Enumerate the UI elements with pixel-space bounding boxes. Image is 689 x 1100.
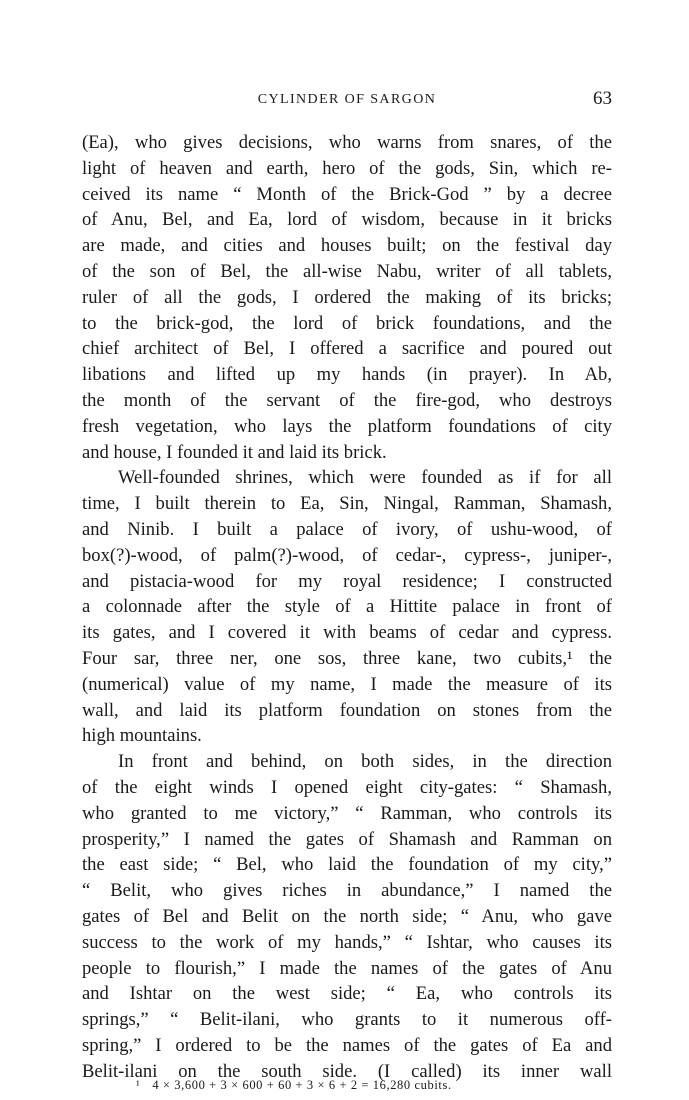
text-line: (numerical) value of my name, I made the measure of its — [82, 673, 612, 695]
text-line: the month of the servant of the fire-god, who destroys — [82, 389, 612, 411]
footnote-marker: ¹ — [136, 1078, 141, 1092]
text-line: chief architect of Bel, I offered a sacrifice and poured out — [82, 338, 612, 360]
running-head — [82, 88, 612, 112]
text-line: springs,” “ Belit-ilani, who grants to it numerous off- — [82, 1009, 612, 1031]
text-line: and house, I founded it and laid its brick. — [82, 441, 387, 463]
text-line: the east side; “ Bel, who laid the foundation of my city,” — [82, 854, 612, 876]
text-line: and pistacia-wood for my royal residence; I constructed — [82, 570, 612, 592]
text-line: prosperity,” I named the gates of Shamash and Ramman on — [82, 828, 612, 850]
text-line: success to the work of my hands,” “ Ishtar, who causes its — [82, 931, 612, 953]
footnote-text: 4 × 3,600 + 3 × 600 + 60 + 3 × 6 + 2 = 16,280 cubits. — [152, 1078, 452, 1092]
text-line: ceived its name “ Month of the Brick-God ” by a decree — [82, 183, 612, 205]
text-line: spring,” I ordered to be the names of the gates of Ea and — [82, 1034, 612, 1056]
page-number: 63 — [593, 88, 612, 109]
text-line: and Ninib. I built a palace of ivory, of ushu-wood, of — [82, 518, 612, 540]
text-line: are made, and cities and houses built; on the festival day — [82, 235, 612, 257]
text-line: of the eight winds I opened eight city-gates: “ Shamash, — [82, 776, 612, 798]
text-line: gates of Bel and Belit on the north side; “ Anu, who gave — [82, 905, 612, 927]
text-line: box(?)-wood, of palm(?)-wood, of cedar-, cypress-, juniper-, — [82, 544, 612, 566]
text-line: high mountains. — [82, 725, 202, 747]
text-line: ruler of all the gods, I ordered the making of its bricks; — [82, 286, 612, 308]
text-line: people to flourish,” I made the names of the gates of Anu — [82, 957, 612, 979]
text-line: time, I built therein to Ea, Sin, Ningal, Ramman, Shamash, — [82, 493, 612, 515]
text-line: who granted to me victory,” “ Ramman, who controls its — [82, 802, 612, 824]
text-line: and Ishtar on the west side; “ Ea, who controls its — [82, 983, 612, 1005]
text-line: In front and behind, on both sides, in the direction — [118, 751, 612, 773]
text-line: fresh vegetation, who lays the platform foundations of city — [82, 415, 612, 437]
text-line: a colonnade after the style of a Hittite palace in front of — [82, 596, 612, 618]
text-line: its gates, and I covered it with beams of cedar and cypress. — [82, 622, 612, 644]
text-line: of Anu, Bel, and Ea, lord of wisdom, because in it bricks — [82, 209, 612, 231]
text-line: Belit-ilani on the south side. (I called) its inner wall — [82, 1060, 612, 1082]
body-text — [82, 130, 612, 1084]
text-line: Four sar, three ner, one sos, three kane, two cubits,¹ the — [82, 647, 612, 669]
text-line: of the son of Bel, the all-wise Nabu, writer of all tablets, — [82, 260, 612, 282]
footnote — [136, 1078, 452, 1093]
text-line: to the brick-god, the lord of brick foundations, and the — [82, 312, 612, 334]
text-line: wall, and laid its platform foundation on stones from the — [82, 699, 612, 721]
text-line: “ Belit, who gives riches in abundance,” I named the — [82, 880, 612, 902]
text-line: (Ea), who gives decisions, who warns from snares, of the — [82, 132, 612, 153]
text-line: libations and lifted up my hands (in prayer). In Ab, — [82, 364, 612, 386]
text-line: Well-founded shrines, which were founded as if for all — [118, 467, 612, 489]
text-line: light of heaven and earth, hero of the gods, Sin, which re- — [82, 157, 612, 179]
running-title: CYLINDER OF SARGON — [257, 92, 437, 107]
